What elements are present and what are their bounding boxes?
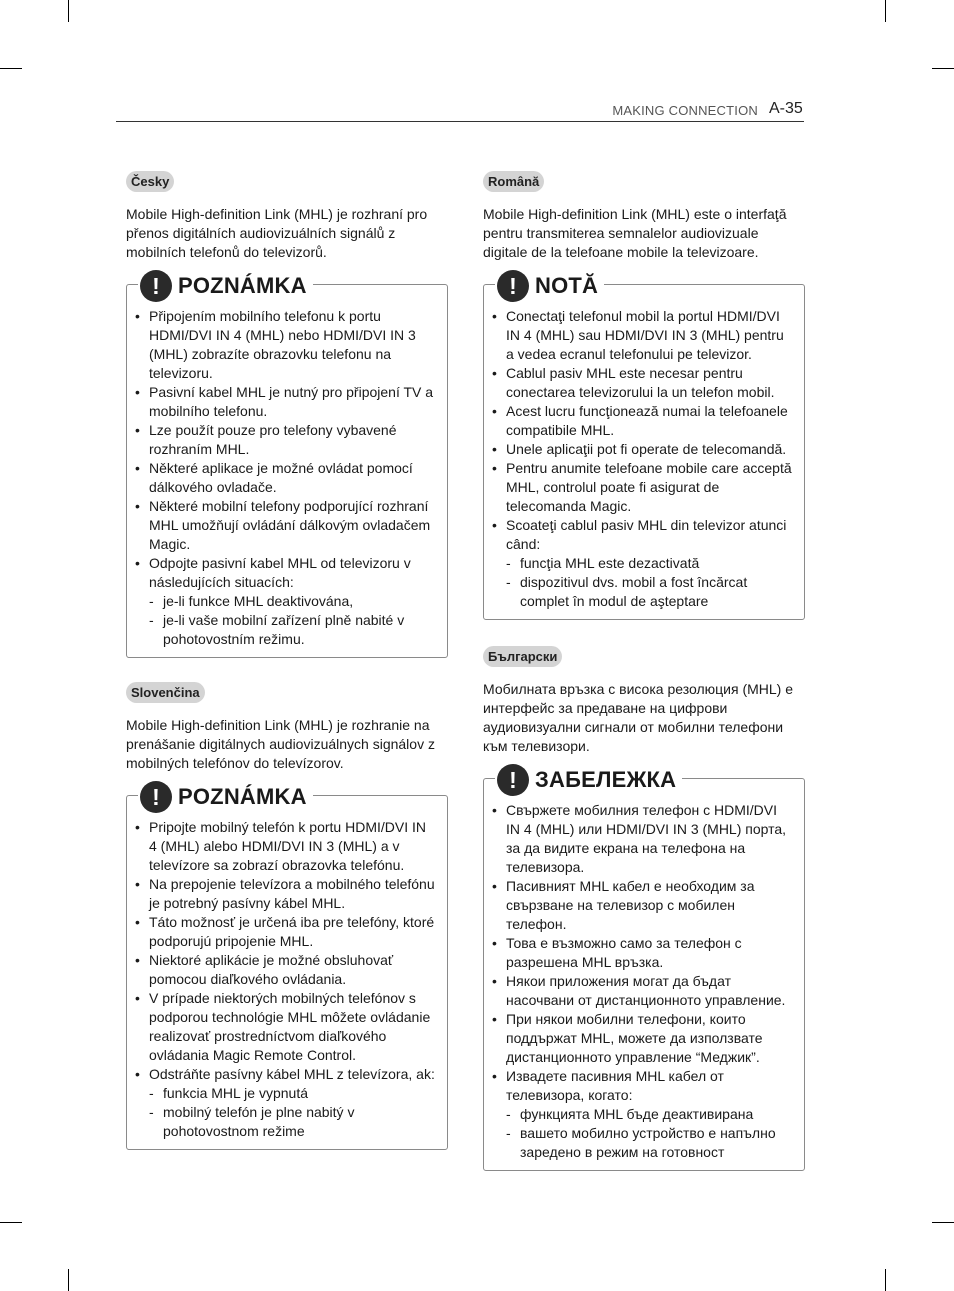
page-number: A-35 [769,100,803,117]
language-badge: Česky [126,171,174,192]
list-item: • Unele aplicaţii pot fi operate de telecomandă. [492,440,794,459]
list-item: • Това е възможно само за телефон с разрешена MHL връзка. [492,934,794,972]
section-romanian [483,171,805,620]
bullet-list [492,801,794,1162]
crop-mark [68,1269,69,1291]
list-item: • Conectaţi telefonul mobil la portul HDMI/DVI IN 4 (MHL) sau HDMI/DVI IN 3 (MHL) pentru a vedea ecranul telefonului pe televizor. [492,307,794,364]
note-title: POZNÁMKA [178,784,307,809]
section-bulgarian [483,646,805,1171]
list-item: • Na prepojenie televízora a mobilného telefónu je potrebný pasívny kábel MHL. [135,875,437,913]
list-item: • V prípade niektorých mobilných telefónov s podporou technológie MHL môžete ovládanie realizovať prostredníctvom diaľkového ovládania Magic Remote Control. [135,989,437,1065]
intro-text: Mobile High-definition Link (MHL) este o interfaţă pentru transmiterea semnalelor audiovizuale digitale de la telefoane mobile la televizoare. [483,206,787,260]
note-header [495,270,604,302]
note-header [138,270,313,302]
list-item: • Pripojte mobilný telefón k portu HDMI/DVI IN 4 (MHL) alebo HDMI/DVI IN 3 (MHL) a v televízore sa zobrazí obrazovka telefónu. [135,818,437,875]
list-item [492,1067,794,1162]
sub-list [149,1084,437,1141]
list-item: • Пасивният MHL кабел е необходим за свързване на телевизор с мобилен телефон. [492,877,794,934]
sub-list-item: - mobilný telefón je plne nabitý v pohotovostnom režime [149,1103,437,1141]
sub-list-item: - функцията MHL бъде деактивирана [506,1105,794,1124]
list-item: • Lze použít pouze pro telefony vybavené rozhraním MHL. [135,421,437,459]
note-title: NOTĂ [535,273,599,298]
note-header [495,764,682,796]
crop-mark [0,68,22,69]
language-badge: Български [483,646,562,667]
note-content [483,778,805,1171]
list-item: • Някои приложения могат да бъдат насочвани от дистанционното управление. [492,972,794,1010]
note-box [126,272,448,658]
language-badge: Slovenčina [126,682,205,703]
sub-list-item: - dispozitivul dvs. mobil a fost încărcat complet în modul de aşteptare [506,573,794,611]
crop-mark [932,68,954,69]
exclamation-icon: ! [140,781,172,813]
crop-mark [932,1222,954,1223]
sub-list-item: - funcţia MHL este dezactivată [506,554,794,573]
sub-list-item: - вашето мобилно устройство е напълно заредено в режим на готовност [506,1124,794,1162]
list-item: • Acest lucru funcţionează numai la telefoanele compatibile MHL. [492,402,794,440]
list-item-text: Scoateţi cablul pasiv MHL din televizor atunci când: [506,517,787,552]
intro-text: Mobile High-definition Link (MHL) je rozhranie na prenášanie digitálnych audiovizuálnych signálov z mobilných telefónov do televízorov. [126,717,435,771]
intro-text: Mobile High-definition Link (MHL) je rozhraní pro přenos digitálních audiovizuálních signálů z mobilních telefonů do televizorů. [126,206,428,260]
list-item-text: Извадете пасивния MHL кабел от телевизора, когато: [506,1068,724,1103]
list-item: • Připojením mobilního telefonu k portu HDMI/DVI IN 4 (MHL) nebo HDMI/DVI IN 3 (MHL) zobrazíte obrazovku telefonu na televizoru. [135,307,437,383]
section-slovak [126,682,448,1150]
list-item: • Cablul pasiv MHL este necesar pentru conectarea televizorului la un telefon mobil. [492,364,794,402]
list-item: • Pasivní kabel MHL je nutný pro připojení TV a mobilního telefonu. [135,383,437,421]
bullet-list [135,307,437,649]
sub-list [506,1105,794,1162]
exclamation-icon: ! [497,764,529,796]
crop-mark [68,0,69,22]
crop-mark [885,0,886,22]
exclamation-icon: ! [497,270,529,302]
list-item: • Niektoré aplikácie je možné obsluhovať pomocou diaľkového ovládania. [135,951,437,989]
note-content [126,284,448,658]
exclamation-icon: ! [140,270,172,302]
list-item: • Pentru anumite telefoane mobile care acceptă MHL, controlul poate fi asigurat de telecomanda Magic. [492,459,794,516]
note-box [126,783,448,1150]
list-item-text: Odpojte pasivní kabel MHL od televizoru v následujících situacích: [149,555,411,590]
note-box [483,766,805,1171]
header-divider [116,121,804,122]
note-title: ЗАБЕЛЕЖКА [535,767,677,792]
list-item [492,516,794,611]
crop-mark [0,1222,22,1223]
intro-text: Мобилната връзка с висока резолюция (MHL) е интерфейс за предаване на цифрови аудиовизуални сигнали от мобилни телефони към телевизори. [483,681,793,754]
language-badge: Română [483,171,544,192]
sub-list-item: - je-li funkce MHL deaktivována, [149,592,437,611]
list-item: • Свържете мобилния телефон с HDMI/DVI IN 4 (MHL) или HDMI/DVI IN 3 (MHL) порта, за да видите екрана на телефона на телевизора. [492,801,794,877]
section-czech [126,171,448,658]
note-content [126,795,448,1150]
sub-list [506,554,794,611]
sub-list-item: - funkcia MHL je vypnutá [149,1084,437,1103]
list-item: • При някои мобилни телефони, които поддържат MHL, можете да използвате дистанционното управление “Меджик”. [492,1010,794,1067]
list-item [135,1065,437,1141]
note-box [483,272,805,620]
right-column [483,171,805,1171]
section-title: MAKING CONNECTION [612,103,758,118]
note-header [138,781,313,813]
list-item: • Některé mobilní telefony podporující rozhraní MHL umožňují ovládání dálkovým ovladačem Magic. [135,497,437,554]
sub-list-item: - je-li vaše mobilní zařízení plně nabité v pohotovostním režimu. [149,611,437,649]
crop-mark [885,1269,886,1291]
bullet-list [135,818,437,1141]
bullet-list [492,307,794,611]
note-content [483,284,805,620]
list-item: • Některé aplikace je možné ovládat pomocí dálkového ovladače. [135,459,437,497]
left-column [126,171,448,1150]
list-item-text: Odstráňte pasívny kábel MHL z televízora, ak: [149,1066,435,1082]
list-item: • Táto možnosť je určená iba pre telefóny, ktoré podporujú pripojenie MHL. [135,913,437,951]
sub-list [149,592,437,649]
list-item [135,554,437,649]
note-title: POZNÁMKA [178,273,307,298]
